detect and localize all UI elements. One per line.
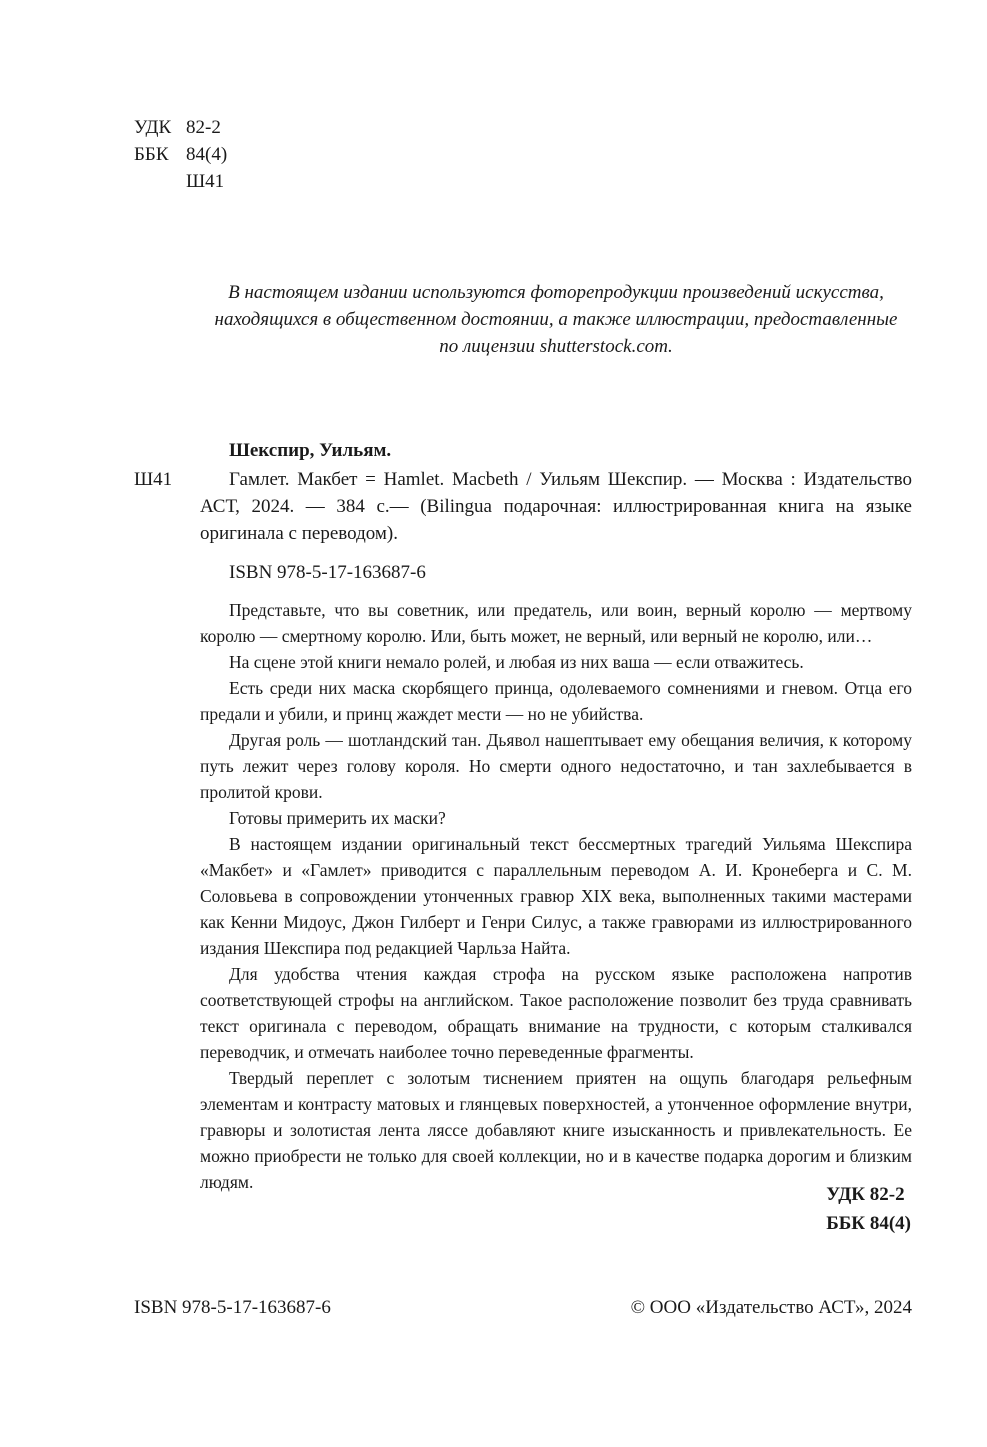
- license-notice: [200, 279, 912, 360]
- notice-line-2: находящихся в общественном достоянии, а также иллюстрации, предоставленные: [214, 309, 898, 330]
- udk-code: УДК 82-2: [826, 1184, 905, 1205]
- bbk-row: [134, 141, 227, 168]
- annotation-paragraph: Для удобства чтения каждая строфа на русском языке расположена напротив соответствующей строфы на английском. Такое расположение позволит без труда сравнивать текст оригинала с переводом, обращать внимание на трудности, с которым сталкивался переводчик, и отмечать наиболее точно переведенные фрагменты.: [200, 964, 912, 1062]
- author-mark-row: [134, 168, 227, 195]
- notice-line-3: по лицензии shutterstock.com.: [439, 336, 673, 357]
- udk-value: 82-2: [186, 117, 221, 138]
- bbk-value: 84(4): [186, 144, 228, 165]
- notice-line-1: В настоящем издании используются фоторепродукции произведений искусства,: [228, 282, 884, 303]
- copyright-notice: © ООО «Издательство АСТ», 2024: [630, 1297, 912, 1318]
- bbk-code: ББК 84(4): [826, 1213, 911, 1234]
- author-mark: Ш41: [186, 171, 225, 192]
- annotation-paragraph: Другая роль — шотландский тан. Дьявол нашептывает ему обещания величия, к которому путь лежит через голову короля. Но смерти одного недостаточно, и тан захлебывается в пролитой крови.: [200, 730, 912, 802]
- annotation-paragraph: На сцене этой книги немало ролей, и любая из них ваша — если отважитесь.: [229, 652, 804, 672]
- annotation: [200, 597, 912, 1195]
- footer-isbn: ISBN 978-5-17-163687-6: [134, 1297, 331, 1318]
- annotation-paragraph: Готовы примерить их маски?: [229, 808, 446, 828]
- classification-codes: [134, 114, 227, 195]
- classification-summary: [826, 1180, 911, 1238]
- annotation-paragraph: Твердый переплет с золотым тиснением приятен на ощупь благодаря рельефным элементам и контрасту матовых и глянцевых поверхностей, а утонченное оформление внутри, гравюры и золотистая лента ляссе добавляют книге изысканность и привлекательность. Ее можно приобрести не только для своей коллекции, но и в качестве подарка дорогим и близким людям.: [200, 1068, 912, 1192]
- bibliography-code: Ш41: [134, 469, 173, 490]
- annotation-paragraph: Представьте, что вы советник, или предатель, или воин, верный королю — мертвому королю — смертному королю. Или, быть может, не верный, или верный не королю, или…: [200, 600, 912, 646]
- annotation-paragraph: Есть среди них маска скорбящего принца, одолеваемого сомнениями и гневом. Отца его предали и убили, и принц жаждет мести — но не убийства.: [200, 678, 912, 724]
- udk-label: УДК: [134, 117, 172, 138]
- bibliography-description: Гамлет. Макбет = Hamlet. Macbeth / Уильям Шекспир. — Москва : Издательство АСТ, 2024. — 384 с.— (Bilingua подарочная: иллюстрированная книга на языке оригинала с переводом).: [200, 469, 912, 544]
- udk-row: [134, 114, 227, 141]
- author-heading: Шекспир, Уильям.: [229, 440, 392, 461]
- annotation-paragraph: В настоящем издании оригинальный текст бессмертных трагедий Уильяма Шекспира «Макбет» и «Гамлет» приводится с параллельным переводом А. И. Кронеберга и С. М. Соловьева в сопровождении утонченных гравюр XIX века, выполненных такими мастерами как Кенни Мидоус, Джон Гилберт и Генри Силус, а также гравюрами из иллюстрированного издания Шекспира под редакцией Чарльза Найта.: [200, 834, 912, 958]
- bibliography-isbn: ISBN 978-5-17-163687-6: [229, 562, 426, 583]
- bbk-label: ББК: [134, 144, 169, 165]
